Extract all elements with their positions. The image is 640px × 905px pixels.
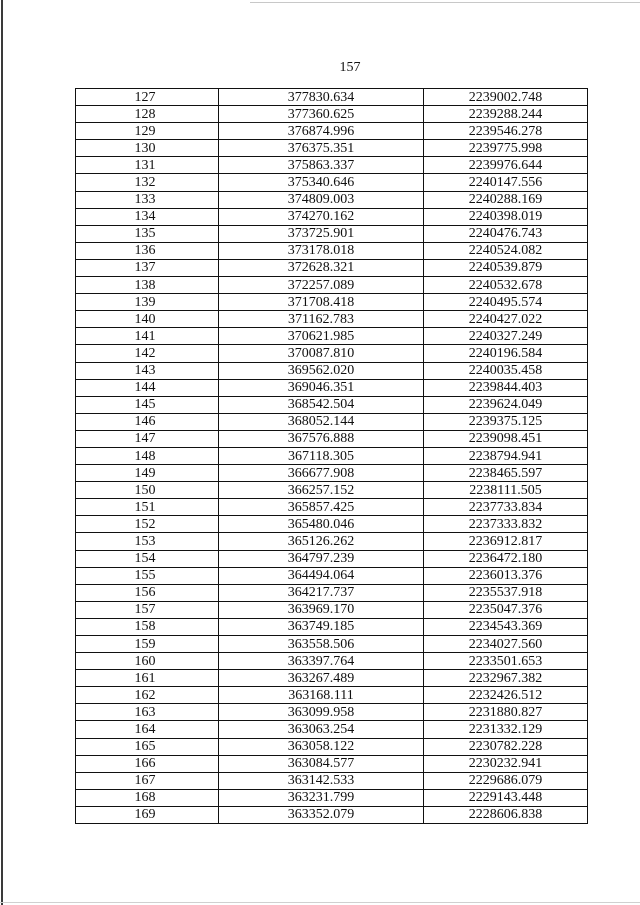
x-coordinate-cell: 363352.079 bbox=[219, 806, 424, 823]
table-row bbox=[76, 704, 588, 721]
page-number: 157 bbox=[339, 60, 361, 75]
table-row bbox=[76, 430, 588, 447]
y-coordinate-cell: 2239288.244 bbox=[424, 106, 588, 123]
scan-edge-top bbox=[250, 2, 640, 3]
x-coordinate-cell: 370087.810 bbox=[219, 345, 424, 362]
x-coordinate-cell: 372628.321 bbox=[219, 259, 424, 276]
y-coordinate-cell: 2237733.834 bbox=[424, 499, 588, 516]
y-coordinate-cell: 2231332.129 bbox=[424, 721, 588, 738]
y-coordinate-cell: 2240495.574 bbox=[424, 294, 588, 311]
x-coordinate-cell: 363099.958 bbox=[219, 704, 424, 721]
x-coordinate-cell: 375340.646 bbox=[219, 174, 424, 191]
point-number-cell: 131 bbox=[76, 157, 219, 174]
point-number-cell: 147 bbox=[76, 430, 219, 447]
y-coordinate-cell: 2230782.228 bbox=[424, 738, 588, 755]
x-coordinate-cell: 363397.764 bbox=[219, 653, 424, 670]
table-row bbox=[76, 362, 588, 379]
x-coordinate-cell: 364797.239 bbox=[219, 550, 424, 567]
x-coordinate-cell: 366257.152 bbox=[219, 482, 424, 499]
table-row bbox=[76, 242, 588, 259]
x-coordinate-cell: 370621.985 bbox=[219, 328, 424, 345]
point-number-cell: 157 bbox=[76, 601, 219, 618]
y-coordinate-cell: 2239375.125 bbox=[424, 413, 588, 430]
x-coordinate-cell: 363142.533 bbox=[219, 772, 424, 789]
y-coordinate-cell: 2240532.678 bbox=[424, 277, 588, 294]
point-number-cell: 155 bbox=[76, 567, 219, 584]
x-coordinate-cell: 365126.262 bbox=[219, 533, 424, 550]
table-row bbox=[76, 123, 588, 140]
x-coordinate-cell: 371708.418 bbox=[219, 294, 424, 311]
table-row bbox=[76, 482, 588, 499]
table-row bbox=[76, 601, 588, 618]
table-row bbox=[76, 618, 588, 635]
x-coordinate-cell: 367576.888 bbox=[219, 430, 424, 447]
table-row bbox=[76, 259, 588, 276]
point-number-cell: 146 bbox=[76, 413, 219, 430]
point-number-cell: 165 bbox=[76, 738, 219, 755]
point-number-cell: 168 bbox=[76, 789, 219, 806]
table-row bbox=[76, 294, 588, 311]
y-coordinate-cell: 2233501.653 bbox=[424, 653, 588, 670]
x-coordinate-cell: 371162.783 bbox=[219, 311, 424, 328]
point-number-cell: 158 bbox=[76, 618, 219, 635]
table-row bbox=[76, 738, 588, 755]
point-number-cell: 167 bbox=[76, 772, 219, 789]
x-coordinate-cell: 367118.305 bbox=[219, 447, 424, 464]
table-row bbox=[76, 345, 588, 362]
point-number-cell: 150 bbox=[76, 482, 219, 499]
table-row bbox=[76, 396, 588, 413]
point-number-cell: 149 bbox=[76, 465, 219, 482]
point-number-cell: 164 bbox=[76, 721, 219, 738]
y-coordinate-cell: 2232426.512 bbox=[424, 687, 588, 704]
y-coordinate-cell: 2239976.644 bbox=[424, 157, 588, 174]
point-number-cell: 156 bbox=[76, 584, 219, 601]
y-coordinate-cell: 2229143.448 bbox=[424, 789, 588, 806]
point-number-cell: 166 bbox=[76, 755, 219, 772]
x-coordinate-cell: 363058.122 bbox=[219, 738, 424, 755]
x-coordinate-cell: 376874.996 bbox=[219, 123, 424, 140]
table-row bbox=[76, 533, 588, 550]
y-coordinate-cell: 2240196.584 bbox=[424, 345, 588, 362]
table-row bbox=[76, 191, 588, 208]
table-row bbox=[76, 174, 588, 191]
coordinate-table bbox=[75, 88, 588, 824]
table-row bbox=[76, 140, 588, 157]
y-coordinate-cell: 2236472.180 bbox=[424, 550, 588, 567]
y-coordinate-cell: 2238465.597 bbox=[424, 465, 588, 482]
point-number-cell: 143 bbox=[76, 362, 219, 379]
x-coordinate-cell: 364217.737 bbox=[219, 584, 424, 601]
point-number-cell: 142 bbox=[76, 345, 219, 362]
point-number-cell: 129 bbox=[76, 123, 219, 140]
x-coordinate-cell: 364494.064 bbox=[219, 567, 424, 584]
table-row bbox=[76, 311, 588, 328]
coordinate-table-body bbox=[76, 89, 588, 824]
y-coordinate-cell: 2235537.918 bbox=[424, 584, 588, 601]
y-coordinate-cell: 2236912.817 bbox=[424, 533, 588, 550]
y-coordinate-cell: 2234027.560 bbox=[424, 636, 588, 653]
table-row bbox=[76, 806, 588, 823]
table-row bbox=[76, 465, 588, 482]
y-coordinate-cell: 2237333.832 bbox=[424, 516, 588, 533]
table-row bbox=[76, 277, 588, 294]
table-row bbox=[76, 584, 588, 601]
point-number-cell: 169 bbox=[76, 806, 219, 823]
x-coordinate-cell: 363558.506 bbox=[219, 636, 424, 653]
y-coordinate-cell: 2240288.169 bbox=[424, 191, 588, 208]
x-coordinate-cell: 365480.046 bbox=[219, 516, 424, 533]
x-coordinate-cell: 376375.351 bbox=[219, 140, 424, 157]
y-coordinate-cell: 2240327.249 bbox=[424, 328, 588, 345]
x-coordinate-cell: 372257.089 bbox=[219, 277, 424, 294]
y-coordinate-cell: 2238794.941 bbox=[424, 447, 588, 464]
table-row bbox=[76, 499, 588, 516]
table-row bbox=[76, 653, 588, 670]
table-row bbox=[76, 208, 588, 225]
y-coordinate-cell: 2234543.369 bbox=[424, 618, 588, 635]
x-coordinate-cell: 363749.185 bbox=[219, 618, 424, 635]
y-coordinate-cell: 2239624.049 bbox=[424, 396, 588, 413]
x-coordinate-cell: 373178.018 bbox=[219, 242, 424, 259]
table-row bbox=[76, 379, 588, 396]
y-coordinate-cell: 2230232.941 bbox=[424, 755, 588, 772]
x-coordinate-cell: 363267.489 bbox=[219, 670, 424, 687]
point-number-cell: 130 bbox=[76, 140, 219, 157]
table-row bbox=[76, 636, 588, 653]
y-coordinate-cell: 2240035.458 bbox=[424, 362, 588, 379]
table-row bbox=[76, 789, 588, 806]
y-coordinate-cell: 2229686.079 bbox=[424, 772, 588, 789]
table-row bbox=[76, 106, 588, 123]
point-number-cell: 135 bbox=[76, 225, 219, 242]
x-coordinate-cell: 363969.170 bbox=[219, 601, 424, 618]
y-coordinate-cell: 2228606.838 bbox=[424, 806, 588, 823]
table-row bbox=[76, 721, 588, 738]
point-number-cell: 144 bbox=[76, 379, 219, 396]
point-number-cell: 148 bbox=[76, 447, 219, 464]
y-coordinate-cell: 2240398.019 bbox=[424, 208, 588, 225]
point-number-cell: 136 bbox=[76, 242, 219, 259]
point-number-cell: 153 bbox=[76, 533, 219, 550]
point-number-cell: 159 bbox=[76, 636, 219, 653]
point-number-cell: 154 bbox=[76, 550, 219, 567]
y-coordinate-cell: 2240427.022 bbox=[424, 311, 588, 328]
point-number-cell: 163 bbox=[76, 704, 219, 721]
point-number-cell: 137 bbox=[76, 259, 219, 276]
point-number-cell: 134 bbox=[76, 208, 219, 225]
point-number-cell: 152 bbox=[76, 516, 219, 533]
point-number-cell: 140 bbox=[76, 311, 219, 328]
x-coordinate-cell: 366677.908 bbox=[219, 465, 424, 482]
x-coordinate-cell: 375863.337 bbox=[219, 157, 424, 174]
point-number-cell: 139 bbox=[76, 294, 219, 311]
y-coordinate-cell: 2235047.376 bbox=[424, 601, 588, 618]
x-coordinate-cell: 368542.504 bbox=[219, 396, 424, 413]
table-row bbox=[76, 670, 588, 687]
y-coordinate-cell: 2236013.376 bbox=[424, 567, 588, 584]
table-row bbox=[76, 328, 588, 345]
y-coordinate-cell: 2232967.382 bbox=[424, 670, 588, 687]
y-coordinate-cell: 2240524.082 bbox=[424, 242, 588, 259]
y-coordinate-cell: 2240476.743 bbox=[424, 225, 588, 242]
table-row bbox=[76, 550, 588, 567]
table-row bbox=[76, 687, 588, 704]
table-row bbox=[76, 772, 588, 789]
x-coordinate-cell: 369046.351 bbox=[219, 379, 424, 396]
x-coordinate-cell: 369562.020 bbox=[219, 362, 424, 379]
x-coordinate-cell: 365857.425 bbox=[219, 499, 424, 516]
x-coordinate-cell: 363231.799 bbox=[219, 789, 424, 806]
point-number-cell: 133 bbox=[76, 191, 219, 208]
y-coordinate-cell: 2239002.748 bbox=[424, 89, 588, 106]
point-number-cell: 127 bbox=[76, 89, 219, 106]
y-coordinate-cell: 2239546.278 bbox=[424, 123, 588, 140]
x-coordinate-cell: 373725.901 bbox=[219, 225, 424, 242]
point-number-cell: 151 bbox=[76, 499, 219, 516]
point-number-cell: 160 bbox=[76, 653, 219, 670]
x-coordinate-cell: 363063.254 bbox=[219, 721, 424, 738]
y-coordinate-cell: 2239098.451 bbox=[424, 430, 588, 447]
table-row bbox=[76, 567, 588, 584]
point-number-cell: 161 bbox=[76, 670, 219, 687]
y-coordinate-cell: 2240147.556 bbox=[424, 174, 588, 191]
y-coordinate-cell: 2240539.879 bbox=[424, 259, 588, 276]
table-row bbox=[76, 516, 588, 533]
point-number-cell: 132 bbox=[76, 174, 219, 191]
y-coordinate-cell: 2239775.998 bbox=[424, 140, 588, 157]
point-number-cell: 138 bbox=[76, 277, 219, 294]
scan-edge-left bbox=[1, 0, 3, 905]
x-coordinate-cell: 368052.144 bbox=[219, 413, 424, 430]
point-number-cell: 141 bbox=[76, 328, 219, 345]
y-coordinate-cell: 2238111.505 bbox=[424, 482, 588, 499]
y-coordinate-cell: 2231880.827 bbox=[424, 704, 588, 721]
x-coordinate-cell: 374270.162 bbox=[219, 208, 424, 225]
x-coordinate-cell: 377360.625 bbox=[219, 106, 424, 123]
table-row bbox=[76, 413, 588, 430]
scan-edge-bottom bbox=[0, 902, 640, 903]
x-coordinate-cell: 377830.634 bbox=[219, 89, 424, 106]
point-number-cell: 162 bbox=[76, 687, 219, 704]
table-row bbox=[76, 755, 588, 772]
x-coordinate-cell: 374809.003 bbox=[219, 191, 424, 208]
point-number-cell: 128 bbox=[76, 106, 219, 123]
x-coordinate-cell: 363168.111 bbox=[219, 687, 424, 704]
x-coordinate-cell: 363084.577 bbox=[219, 755, 424, 772]
table-row bbox=[76, 447, 588, 464]
table-row bbox=[76, 225, 588, 242]
y-coordinate-cell: 2239844.403 bbox=[424, 379, 588, 396]
table-row bbox=[76, 157, 588, 174]
table-row bbox=[76, 89, 588, 106]
point-number-cell: 145 bbox=[76, 396, 219, 413]
